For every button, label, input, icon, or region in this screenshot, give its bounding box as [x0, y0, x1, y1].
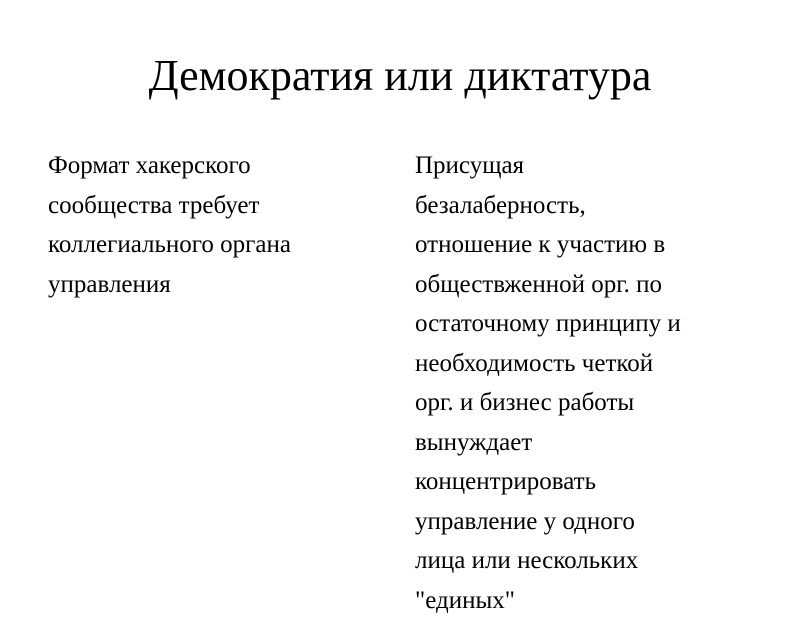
right-column-line: отношение к участию в: [415, 225, 775, 265]
right-column-text: [415, 146, 775, 620]
left-column-line: сообщества требует: [48, 186, 368, 226]
right-column-line: Присущая: [415, 146, 775, 186]
right-column-line: остаточному принципу и: [415, 304, 775, 344]
right-column-line: лица или нескольких: [415, 541, 775, 581]
right-column-line: орг. и бизнес работы: [415, 383, 775, 423]
right-column-line: концентрировать: [415, 462, 775, 502]
right-column-line: необходимость четкой: [415, 344, 775, 384]
right-column-line: управление у одного: [415, 502, 775, 542]
right-column-line: безалаберность,: [415, 186, 775, 226]
right-column-line: "единых": [415, 581, 775, 620]
slide-title: Демократия или диктатура: [0, 48, 800, 104]
right-column-line: обществженной орг. по: [415, 265, 775, 305]
left-column-line: Формат хакерского: [48, 146, 368, 186]
left-column-text: [48, 146, 368, 304]
left-column-line: управления: [48, 265, 368, 305]
right-column-line: вынуждает: [415, 423, 775, 463]
left-column-line: коллегиального органа: [48, 225, 368, 265]
